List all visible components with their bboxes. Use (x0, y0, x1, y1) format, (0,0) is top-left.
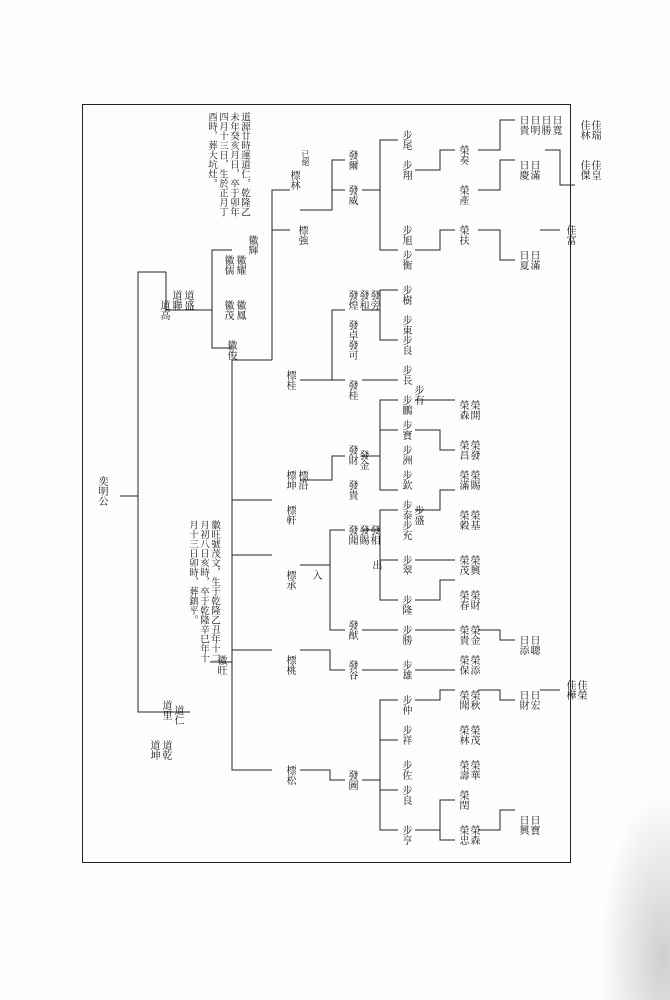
person-wei-yao: 徽耀 (234, 255, 245, 275)
person-dao-sheng: 道盛 (182, 290, 193, 310)
person-dao-li: 道里 (160, 700, 171, 720)
person-fa-er: 發爾 (346, 150, 357, 170)
person-rong-11: 榮貴 (457, 625, 468, 645)
person-fa-wen: 發聞 (346, 525, 357, 545)
person-bu-sheng: 步勝 (400, 625, 411, 645)
mark-none: 已絕 (301, 150, 310, 166)
person-wei-hui: 徽輝 (246, 235, 257, 255)
person-ri-6: 日夏 (517, 250, 528, 270)
person-bu-xiang: 步祥 (400, 725, 411, 745)
person-bu-liang2: 步良 (400, 335, 411, 355)
person-biao-song: 標松 (284, 765, 295, 785)
person-dao-lian: 道聯 (170, 290, 181, 310)
person-biao-kun: 標坤 (284, 470, 295, 490)
person-jia-2: 佳富 (564, 225, 575, 245)
person-bu-shu: 步樹 (400, 285, 411, 305)
person-ri-0: 日興 (517, 815, 528, 835)
person-bu-dong: 步東 (400, 315, 411, 335)
note-daoyuan: 道源廿時運道仁，乾隆乙未年癸亥月日，卒于卯年四月十三日，生於正月丁酉時，葬大坑灶。 (206, 112, 250, 217)
person-rong-1: 榮森 (468, 825, 479, 845)
person-fa-wei: 發威 (346, 185, 357, 205)
person-dao-gao: 道高 (158, 300, 169, 320)
person-ri-13: 日寬 (550, 115, 561, 135)
person-ri-5: 日聰 (528, 635, 539, 655)
person-ri-10: 日貴 (517, 115, 528, 135)
person-bu-peng: 步鵬 (400, 395, 411, 415)
person-bu-long: 步隆 (400, 595, 411, 615)
person-rong-13: 榮春 (457, 590, 468, 610)
person-fa-ci: 發賜 (357, 525, 368, 545)
person-rong-5: 榮林 (457, 725, 468, 745)
person-ri-11: 日明 (528, 115, 539, 135)
person-rong-21: 榮扶 (457, 225, 468, 245)
person-bu-cui: 步翠 (400, 555, 411, 575)
person-jia-4: 佳皇 (589, 160, 600, 180)
person-rong-25: 榮森 (457, 400, 468, 420)
mark-out: 出 (370, 560, 381, 570)
person-bu-xu: 步旭 (400, 225, 411, 245)
person-fa-gu: 發谷 (346, 660, 357, 680)
person-ri-7: 日滿 (528, 250, 539, 270)
person-dao-kun: 道坤 (148, 740, 159, 760)
person-biao-qiang: 標強 (296, 225, 307, 245)
person-jia-1: 佳榮 (575, 680, 586, 700)
person-ri-9: 日滿 (528, 160, 539, 180)
person-rong-0: 榮忠 (457, 825, 468, 845)
person-jia-6: 佳瑞 (589, 120, 600, 140)
person-rong-18: 榮基 (468, 510, 479, 530)
person-fa-gui: 發貴 (346, 480, 357, 500)
person-bu-heng: 步亨 (400, 825, 411, 845)
person-bu-zuo: 步佐 (400, 760, 411, 780)
person-jia-0: 佳樺 (564, 680, 575, 700)
person-rong-20: 榮賜 (468, 470, 479, 490)
person-rong-3: 榮壽 (457, 760, 468, 780)
person-rong-10: 榮添 (468, 655, 479, 675)
person-rong-2: 榮閏 (457, 790, 468, 810)
person-rong-7: 榮聞 (457, 690, 468, 710)
person-ri-1: 日寶 (528, 815, 539, 835)
person-fa-zhuo: 發卓 (346, 320, 357, 340)
person-rong-24: 榮發 (468, 440, 479, 460)
person-bu-liang: 步良 (400, 785, 411, 805)
person-bu-zhong: 步仲 (400, 695, 411, 715)
person-fa-he: 發和 (357, 290, 368, 310)
note-wei-wang: 徽旺號茂文，生于乾隆乙丑年十二月初八日亥時，卒于乾隆辛巳年十月十三日卯時，葬鎮平。 (187, 520, 220, 663)
person-rong-14: 榮財 (468, 590, 479, 610)
person-rong-12: 榮金 (468, 625, 479, 645)
person-wei-mao: 徽茂 (222, 300, 233, 320)
person-rong-16: 榮興 (468, 555, 479, 575)
person-jia-5: 佳林 (578, 120, 589, 140)
person-bu-chong: 步充 (400, 520, 411, 540)
person-wei-ru: 徽儒 (222, 255, 233, 275)
person-fa-gui2: 發桂 (346, 380, 357, 400)
person-biao-gui: 標桂 (284, 370, 295, 390)
person-rong-9: 榮保 (457, 655, 468, 675)
person-rong-26: 榮奏 (457, 145, 468, 165)
person-bu-heng2: 步衡 (400, 250, 411, 270)
person-bu-chang: 步長 (400, 365, 411, 385)
person-bu-xiang2: 步翔 (400, 160, 411, 180)
person-bu-bao: 步寶 (400, 420, 411, 440)
person-bu-qin: 步欽 (400, 470, 411, 490)
person-biao-xuan: 標軒 (284, 505, 295, 525)
person-bu-zhou: 步洲 (400, 445, 411, 465)
person-fa-jin: 發金 (357, 450, 368, 470)
person-rong-22: 榮產 (457, 185, 468, 205)
person-dao-qian: 道乾 (160, 740, 171, 760)
person-biao-lin: 標林 (288, 170, 299, 190)
person-fa-huang: 發煌 (346, 290, 357, 310)
person-dao-ren: 道仁 (172, 705, 183, 725)
person-rong-17: 榮穀 (457, 510, 468, 530)
person-fa-pang: 發旁 (368, 290, 379, 310)
root-ancestor: 奕明公 (96, 476, 107, 506)
scan-speckle (600, 790, 670, 1000)
person-rong-27: 榮開 (468, 400, 479, 420)
person-wei-jun: 徽俊 (225, 340, 236, 360)
person-wei-wang: 徽旺 (215, 655, 226, 675)
mark-in: 入 (310, 570, 321, 580)
person-fa-you: 發猷 (346, 620, 357, 640)
person-fa-tu: 發圖 (346, 770, 357, 790)
person-ri-2: 日財 (517, 690, 528, 710)
person-fa-xiang: 發相 (368, 525, 379, 545)
person-wei-feng: 徽鳳 (234, 300, 245, 320)
person-biao-yan: 標沿 (296, 470, 307, 490)
person-jia-3: 佳傑 (578, 160, 589, 180)
person-fa-ke: 發可 (346, 340, 357, 360)
person-ri-12: 日勝 (539, 115, 550, 135)
person-bu-sheng2: 步盛 (412, 505, 423, 525)
person-biao-cheng: 標承 (284, 570, 295, 590)
person-fa-cai: 發財 (346, 445, 357, 465)
person-biao-tao: 標桃 (284, 655, 295, 675)
person-rong-23: 榮昌 (457, 440, 468, 460)
person-bu-you: 步有 (412, 385, 423, 405)
person-rong-4: 榮華 (468, 760, 479, 780)
person-rong-8: 榮秋 (468, 690, 479, 710)
person-bu-wei: 步尾 (400, 130, 411, 150)
person-ri-8: 日慶 (517, 160, 528, 180)
person-rong-19: 榮滿 (457, 470, 468, 490)
person-bu-tai: 步泰 (400, 500, 411, 520)
person-ri-4: 日添 (517, 635, 528, 655)
person-rong-15: 榮茂 (457, 555, 468, 575)
person-bu-xiong: 步雄 (400, 660, 411, 680)
person-ri-3: 日宏 (528, 690, 539, 710)
person-rong-6: 榮茂 (468, 725, 479, 745)
